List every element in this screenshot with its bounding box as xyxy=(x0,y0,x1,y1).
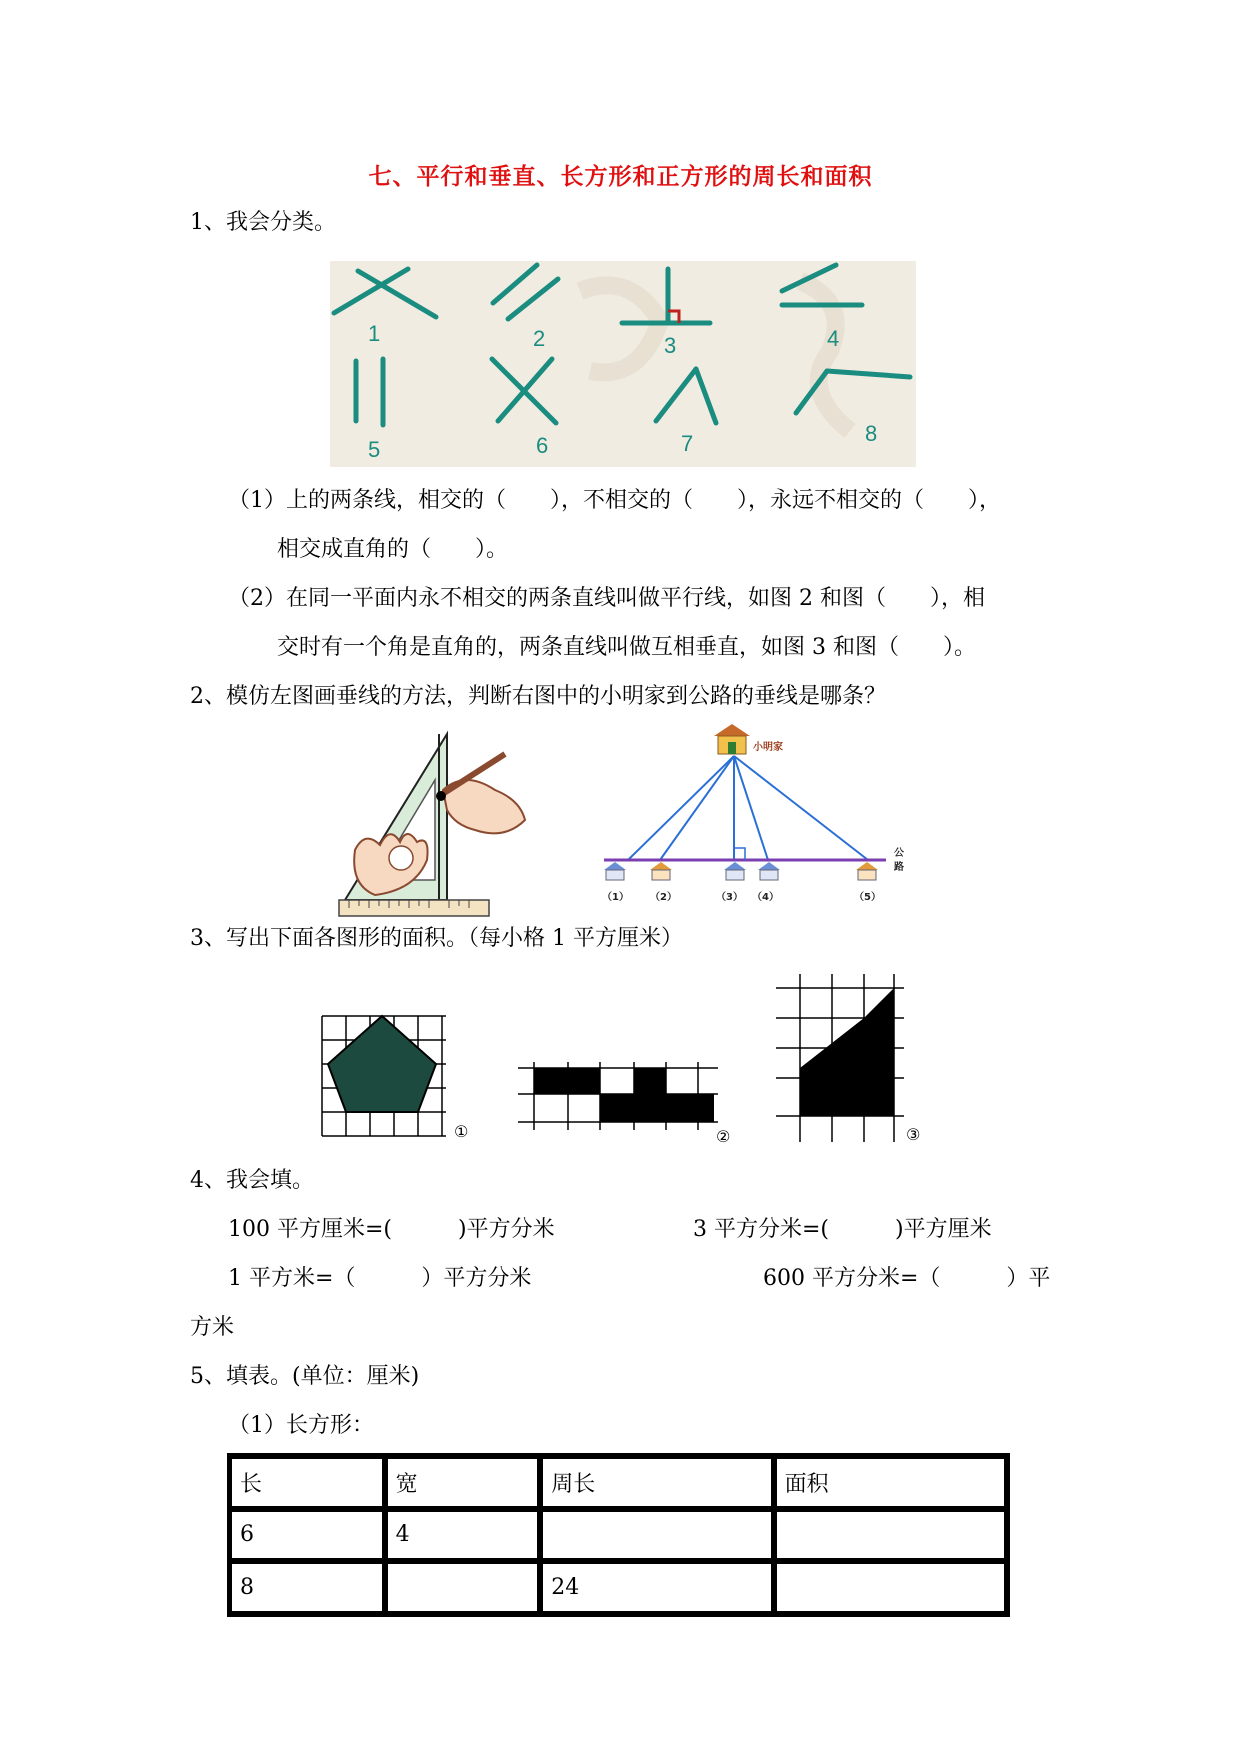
q4-item-d: 600 平方分米=（ ）平 xyxy=(763,1266,1051,1291)
house-num-2: （2） xyxy=(650,892,677,903)
table-cell xyxy=(540,1509,773,1562)
header-area: 面积 xyxy=(774,1456,1007,1509)
page-title: 七、平行和垂直、长方形和正方形的周长和面积 xyxy=(368,163,873,190)
q1-sub2-line1: （2）在同一平面内永不相交的两条直线叫做平行线，如图 2 和图（ ），相 xyxy=(228,586,985,611)
area-label-2: ② xyxy=(716,1127,731,1144)
table-header-row xyxy=(229,1456,1007,1509)
q5-sub: （1）长方形： xyxy=(228,1413,374,1438)
q1-heading: 1、我会分类。 xyxy=(190,210,336,235)
q1-figure xyxy=(330,261,916,467)
fig-label-3: 3 xyxy=(664,333,677,358)
q4-item-a: 100 平方厘米=( )平方分米 xyxy=(228,1217,555,1242)
rectangle-table xyxy=(229,1456,1007,1614)
fig-label-2: 2 xyxy=(533,326,546,351)
q4-item-c: 1 平方米=（ ）平方分米 xyxy=(228,1266,532,1291)
fig-label-5: 5 xyxy=(368,437,381,462)
house-label: 小明家 xyxy=(753,742,783,753)
q3-heading: 3、写出下面各图形的面积。（每小格 1 平方厘米） xyxy=(190,926,683,951)
table-cell xyxy=(385,1561,541,1614)
header-perimeter: 周长 xyxy=(540,1456,773,1509)
q2-heading: 2、模仿左图画垂线的方法，判断右图中的小明家到公路的垂线是哪条？ xyxy=(190,684,886,709)
house-num-3: （3） xyxy=(716,892,743,903)
q4-heading: 4、我会填。 xyxy=(190,1168,314,1193)
q1-sub1-line2: 相交成直角的（ ）。 xyxy=(277,537,509,562)
table-cell xyxy=(774,1561,1007,1614)
house-num-5: （5） xyxy=(854,892,881,903)
table-cell: 4 xyxy=(385,1509,541,1562)
table-row xyxy=(229,1509,1007,1562)
set-square-illustration xyxy=(335,730,535,920)
road-diagram xyxy=(598,722,928,922)
header-length: 长 xyxy=(229,1456,385,1509)
road-label-1: 公 xyxy=(894,848,904,859)
road-label-2: 路 xyxy=(894,862,904,873)
fig-label-6: 6 xyxy=(536,433,549,458)
table-cell: 24 xyxy=(540,1561,773,1614)
table-cell xyxy=(774,1509,1007,1562)
table-cell: 8 xyxy=(229,1561,385,1614)
q4-item-d-cont: 方米 xyxy=(190,1315,235,1340)
area-shape-3 xyxy=(772,972,942,1144)
fig-label-7: 7 xyxy=(681,431,694,456)
area-label-3: ③ xyxy=(906,1125,921,1144)
fig-label-1: 1 xyxy=(368,321,381,346)
q1-sub1-line1: （1）上的两条线，相交的（ ），不相交的（ ），永远不相交的（ ）， xyxy=(228,488,1001,513)
q4-item-b: 3 平方分米=( )平方厘米 xyxy=(693,1217,992,1242)
header-width: 宽 xyxy=(385,1456,541,1509)
q1-sub2-line2: 交时有一个角是直角的，两条直线叫做互相垂直，如图 3 和图（ ）。 xyxy=(277,635,976,660)
fig-label-8: 8 xyxy=(865,421,878,446)
table-cell: 6 xyxy=(229,1509,385,1562)
area-label-1: ① xyxy=(454,1122,469,1141)
area-shape-1 xyxy=(318,1012,478,1142)
q5-heading: 5、填表。(单位：厘米) xyxy=(190,1364,420,1389)
area-shape-2 xyxy=(516,1060,736,1144)
table-row xyxy=(229,1561,1007,1614)
house-num-1: （1） xyxy=(602,892,629,903)
fig-label-4: 4 xyxy=(827,326,840,351)
house-num-4: （4） xyxy=(752,892,779,903)
